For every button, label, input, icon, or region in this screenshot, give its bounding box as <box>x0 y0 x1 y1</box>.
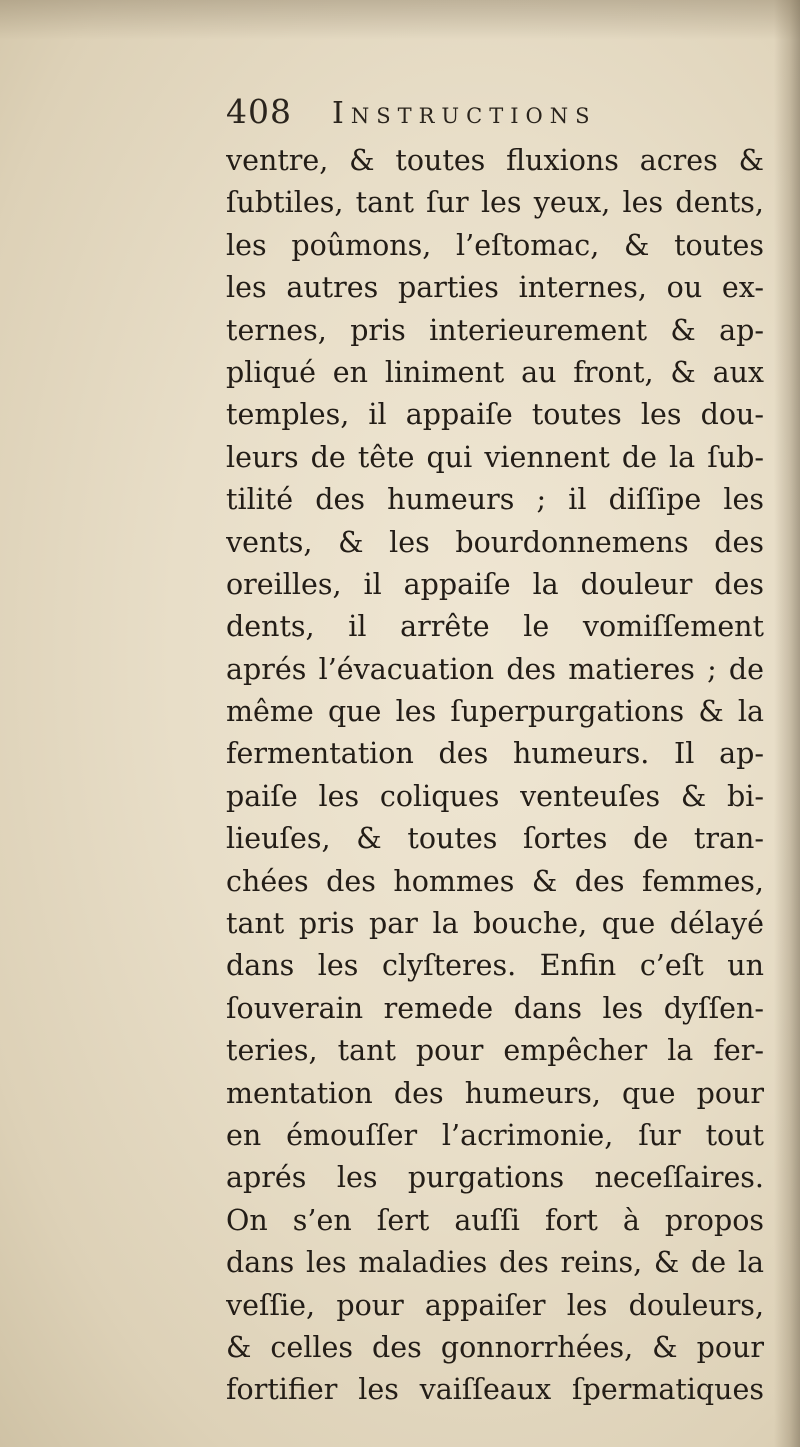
text-line: ternes, pris interieurement & ap- <box>226 313 764 347</box>
text-line: ſouverain remede dans les dyſſen- <box>226 991 764 1025</box>
text-line: ſubtiles, tant ſur les yeux, les dents, <box>226 186 764 220</box>
text-line: les poûmons, l’eſtomac, & toutes <box>226 228 764 262</box>
running-head: Instructions <box>332 96 597 131</box>
text-line: en émouſſer l’acrimonie, ſur tout <box>226 1118 764 1152</box>
text-line: même que les ſuperpurgations & la <box>226 695 764 729</box>
text-line: temples, il appaiſe toutes les dou- <box>226 398 764 432</box>
text-line: oreilles, il appaiſe la douleur des <box>226 567 764 601</box>
text-line: fortifier les vaiſſeaux ſpermatiques <box>226 1373 764 1407</box>
text-line: tant pris par la bouche, que délayé <box>226 907 764 941</box>
text-line: paiſe les coliques venteuſes & bi- <box>226 779 764 813</box>
text-line: On s’en ſert auſſi fort à propos <box>226 1203 764 1237</box>
text-line: & celles des gonnorrhées, & pour <box>226 1330 764 1364</box>
body-text <box>226 140 764 1412</box>
text-line: ventre, & toutes fluxions acres & <box>226 144 764 177</box>
text-line: tilité des humeurs ; il diſſipe les <box>226 483 764 517</box>
text-line: chées des hommes & des femmes, <box>226 864 764 898</box>
text-line: vents, & les bourdonnemens des <box>226 525 764 559</box>
page-header <box>226 92 746 142</box>
page-number: 408 <box>226 92 292 131</box>
text-line: veſſie, pour appaiſer les douleurs, <box>226 1288 764 1322</box>
text-line: fermentation des humeurs. Il ap- <box>226 737 764 771</box>
text-line: teries, tant pour empêcher la fer- <box>226 1034 764 1068</box>
text-line: les autres parties internes, ou ex- <box>226 271 764 305</box>
text-line: lieuſes, & toutes ſortes de tran- <box>226 822 764 856</box>
text-line: mentation des humeurs, que pour <box>226 1076 764 1110</box>
text-line: dans les clyſteres. Enfin c’eſt un <box>226 949 764 983</box>
text-line: aprés les purgations neceſſaires. <box>226 1161 764 1195</box>
text-line: dents, il arrête le vomiſſement <box>226 610 764 644</box>
text-line: pliqué en liniment au front, & aux <box>226 355 764 389</box>
text-line: dans les maladies des reins, & de la <box>226 1246 764 1280</box>
text-line: aprés l’évacuation des matieres ; de <box>226 652 764 686</box>
text-line: leurs de tête qui viennent de la ſub- <box>226 440 764 474</box>
